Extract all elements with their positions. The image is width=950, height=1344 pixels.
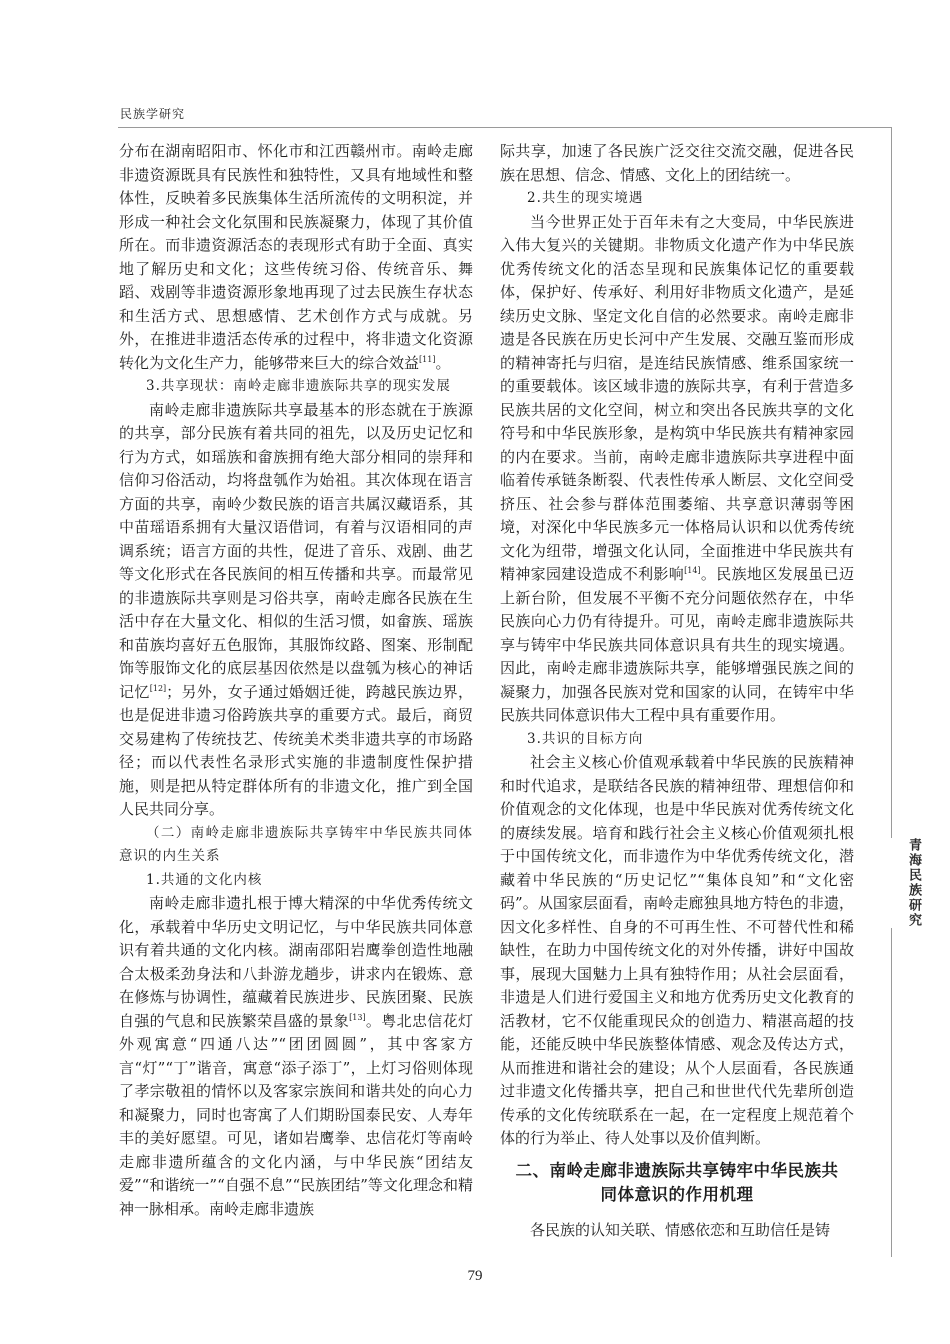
paragraph: 际共享，加速了各民族广泛交往交流交融，促进各民族在思想、信念、情感、文化上的团结统一。 (500, 142, 854, 184)
paragraph: 当今世界正处于百年未有之大变局，中华民族进入伟大复兴的关键期。非物质文化遗产作为中华民族优秀传统文化的活态呈现和民族集体记忆的重要载体，保护好、传承好、利用好非物质文化遗产，是延续历史文脉、坚定文化自信的必然要求。南岭走廊非遗是各民族在历史长河中产生发展、交融互鉴而形成的精神寄托与归宿，是连结民族情感、维系国家统一的重要载体。该区域非遗的族际共享，有利于营造多民族共居的文化空间，树立和突出各民族共享的文化符号和中华民族形象，是构筑中华民族共有精神家园的内在要求。当前，南岭走廊非遗族际共享进程中面临着传承链条断裂、代表性传承人断层、文化空间受挤压、社会参与群体范围萎缩、共享意识薄弱等困境，对深化中华民族多元一体格局认识和以优秀传统文化为纽带，增强文化认同，全面推进中华民族共有精神家园建设造成不利影响[14]。民族地区发展虽已迈上新台阶，但发展不平衡不充分问题依然存在，中华民族向心力仍有待提升。可见，南岭走廊非遗族际共享与铸牢中华民族共同体意识具有共生的现实境遇。因此，南岭走廊非遗族际共享，能够增强民族之间的凝聚力，加强各民族对党和国家的认同，在铸牢中华民族共同体意识伟大工程中具有重要作用。 (500, 212, 854, 724)
journal-name: 民族学研究 (120, 107, 186, 121)
section-title: 二、南岭走廊非遗族际共享铸牢中华民族共 同体意识的作用机理 (515, 1160, 839, 1204)
page-number: 79 (467, 1268, 483, 1284)
paragraph: 各民族的认知关联、情感依恋和互助信任是铸 (530, 1220, 831, 1239)
paragraph: 社会主义核心价值观承载着中华民族的民族精神和时代追求，是联结各民族的精神纽带、理想信仰和价值观念的文化体现，也是中华民族对优秀传统文化的赓续发展。培育和践行社会主义核心价值观须扎根于中国传统文化，而非遗作为中华优秀传统文化，潜藏着中华民族的“历史记忆”“集体良知”和“文化密码”。从国家层面看，南岭走廊独具地方特色的非遗，因文化多样性、自身的不可再生性、不可替代性和稀缺性，在助力中国传统文化的对外传播，讲好中国故事，展现大国魅力上具有独特作用；从社会层面看，非遗是人们进行爱国主义和地方优秀历史文化教育的活教材，它不仅能重现民众的创造力、精湛高超的技能，还能反映中华民族整体情感、观念及传达方式，从而推进和谐社会的建设；从个人层面看，各民族通过非遗文化传播共享，把自己和世世代代先辈所创造传承的文化传统联系在一起，在一定程度上规范着个体的行为举止、待人处事以及价值判断。 (500, 753, 854, 1147)
subheading-shared-status: 3.共享现状：南岭走廊非遗族际共享的现实发展 (146, 378, 451, 394)
header-rule (118, 127, 892, 128)
right-column (500, 140, 854, 1242)
citation: [13] (349, 1012, 366, 1022)
paragraph: 南岭走廊非遗族际共享最基本的形态就在于族源的共享，部分民族有着共同的祖先，以及历史记忆和行为方式，如瑶族和畲族拥有绝大部分相同的崇拜和信仰习俗活动，均将盘瓠作为始祖。其次体现在语言方面的共享，南岭少数民族的语言共属汉藏语系，其中苗瑶语系拥有大量汉语借词，有着与汉语相同的声调系统；语言方面的共性，促进了音乐、戏剧、曲艺等文化形式在各民族间的相互传播和共享。而最常见的非遗族际共享则是习俗共享，南岭走廊各民族在生活中存在大量文化、相似的生活习惯，如畲族、瑶族和苗族均喜好五色服饰，其服饰纹路、图案、形制配饰等服饰文化的底层基因依然是以盘瓠为核心的神话记忆[12]；另外，女子通过婚姻迁徙，跨越民族边界，也是促进非遗习俗跨族共享的重要方式。最后，商贸交易建构了传统技艺、传统美术类非遗共享的市场路径；而以代表性名录形式实施的非遗制度性保护措施，则是把从特定群体所有的非遗文化，推广到全国人民共同分享。 (119, 400, 473, 818)
citation: [11] (419, 354, 436, 364)
subheading-symbiosis: 2.共生的现实境遇 (527, 190, 644, 206)
subheading-internal-relation: （二）南岭走廊非遗族际共享铸牢中华民族共同体意识的内生关系 (119, 824, 473, 864)
subheading-common-core: 1.共通的文化内核 (146, 871, 263, 888)
citation: [12] (149, 683, 167, 693)
paragraph: 分布在湖南昭阳市、怀化市和江西赣州市。南岭走廊非遗资源既具有民族性和独特性，又具有地域性和整体性，反映着多民族集体生活所流传的文明积淀，并形成一种社会文化氛围和民族凝聚力，体现了其价值所在。而非遗资源活态的表现形式有助于全面、真实地了解历史和文化；这些传统习俗、传统音乐、舞蹈、戏剧等非遗资源形象地再现了过去民族生存状态和生活方式、思想感情、艺术创作方式与成就。另外，在推进非遗活态传承的过程中，将非遗文化资源转化为文化生产力，能够带来巨大的综合效益[11]。 (119, 142, 473, 372)
left-column (119, 140, 473, 1221)
paragraph: 南岭走廊非遗扎根于博大精深的中华优秀传统文化，承载着中华历史文明记忆，与中华民族共同体意识有着共通的文化内核。湖南邵阳岩鹰拳创造性地融合太极柔劲身法和八卦游龙趟步，讲求内在锻炼、意在修炼与协调性，蕴藏着民族进步、民族团聚、民族自强的气息和民族繁荣昌盛的景象[13]。粤北忠信花灯外观寓意“四通八达”“团团圆圆”，其中客家方言“灯”“丁”谐音，寓意“添子添丁”，上灯习俗则体现了孝宗敬祖的情怀以及客家宗族间和谐共处的向心力和凝聚力，同时也寄寓了人们期盼国泰民安、人寿年丰的美好愿望。可见，诸如岩鹰拳、忠信花灯等南岭走廊非遗所蕴含的文化内涵，与中华民族“团结友爱”“和谐统一”“自强不息”“民族团结”等文化理念和精神一脉相承。南岭走廊非遗族 (119, 894, 473, 1218)
citation: [14] (684, 566, 701, 575)
subheading-consensus: 3.共识的目标方向 (527, 730, 644, 747)
journal-side-mark: 青海民族研究 (891, 838, 923, 928)
margin-rule (891, 127, 892, 1257)
